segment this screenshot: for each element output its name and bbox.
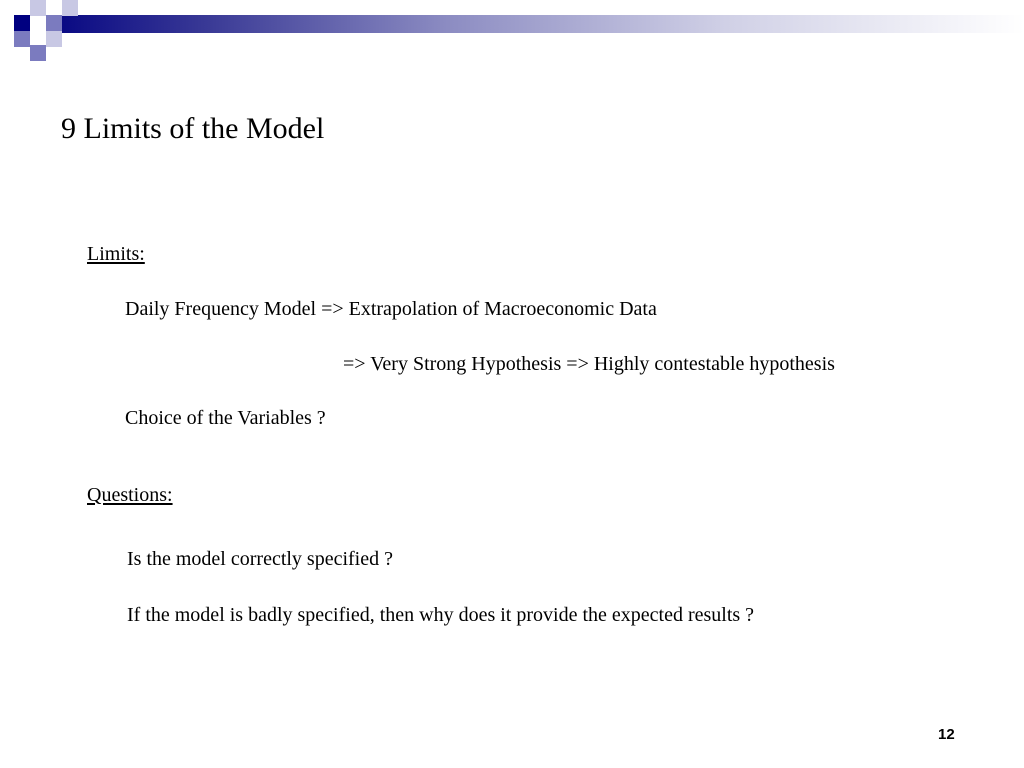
decor-square (30, 0, 46, 16)
page-number: 12 (938, 726, 955, 743)
questions-heading: Questions: (87, 484, 173, 506)
decor-square (62, 0, 78, 16)
limits-heading: Limits: (87, 243, 145, 265)
decor-square (46, 31, 62, 47)
limit-item: Choice of the Variables ? (125, 407, 326, 429)
slide-title: 9 Limits of the Model (61, 112, 325, 145)
limit-item: Daily Frequency Model => Extrapolation of Macroeconomic Data (125, 298, 657, 320)
decor-square (14, 15, 30, 31)
header-gradient-bar (30, 15, 1024, 33)
decor-square (30, 45, 46, 61)
question-item: If the model is badly specified, then why does it provide the expected results ? (127, 604, 755, 626)
limit-item: => Very Strong Hypothesis => Highly contestable hypothesis (343, 353, 835, 375)
decor-square (14, 31, 30, 47)
decor-square (46, 15, 62, 31)
question-item: Is the model correctly specified ? (127, 548, 393, 570)
decor-square (30, 15, 46, 31)
